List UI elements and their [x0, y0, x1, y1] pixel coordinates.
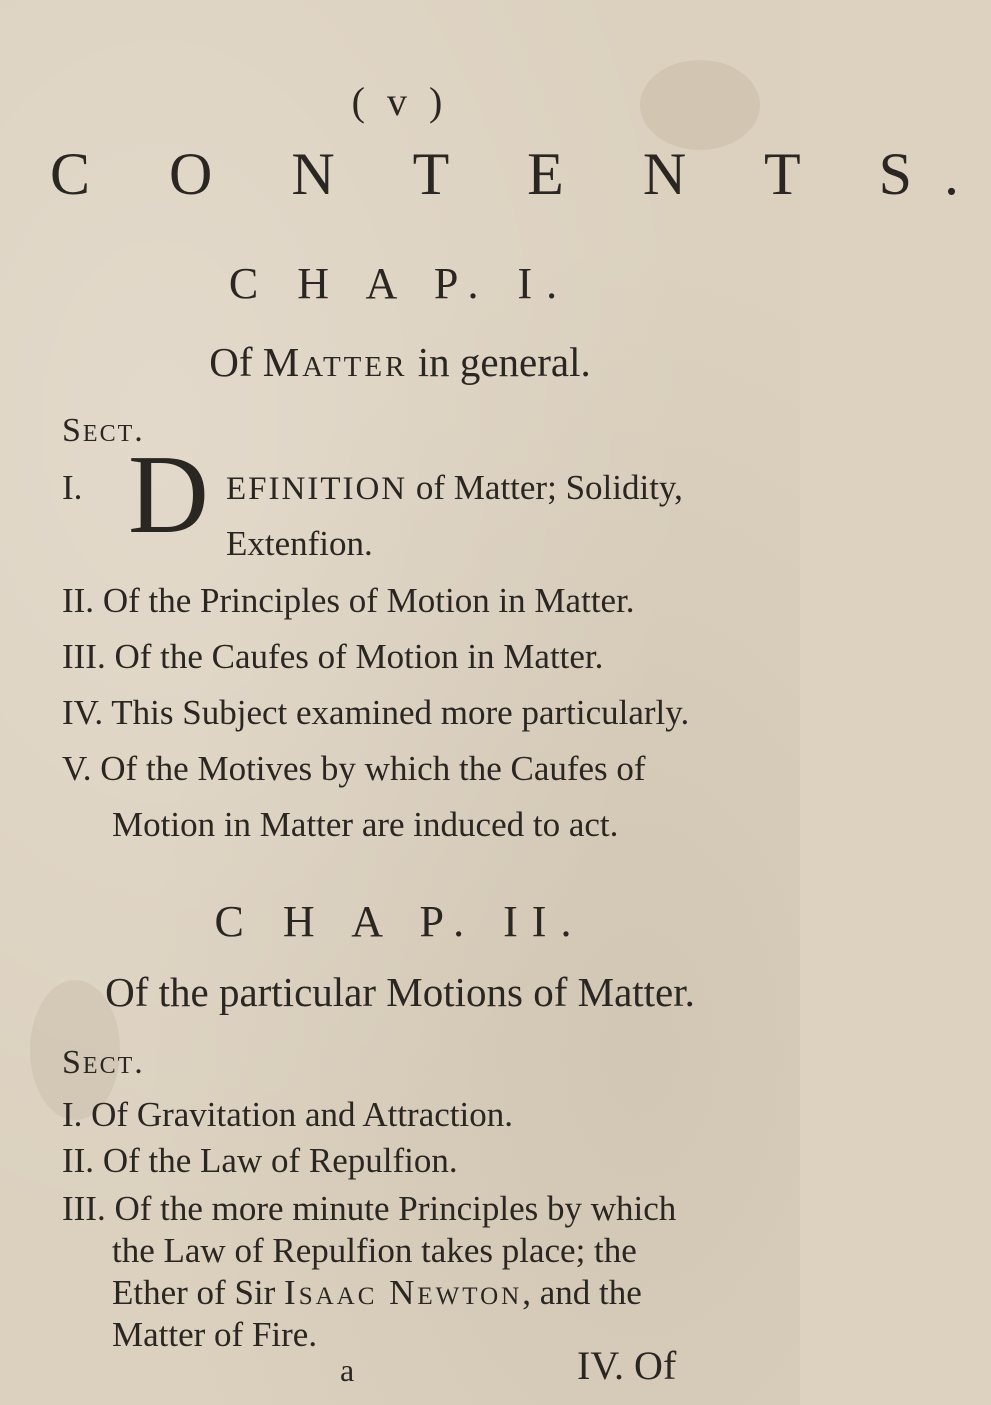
toc-entry-continuation [112, 1272, 642, 1314]
chapter-1-title-matter: Matter [262, 339, 408, 385]
chapter-2-title: Of the particular Motions of Matter. [105, 969, 695, 1015]
toc-entry [62, 1188, 676, 1230]
catchword: IV. Of [577, 1343, 677, 1388]
toc-entry [62, 1140, 458, 1182]
newton-name: Isaac Newton [284, 1273, 523, 1312]
chapter-1-title-pre: Of [209, 339, 263, 385]
chapter-1-entry-1-body: of Matter; Solidity, [407, 468, 683, 507]
signature-mark: a [340, 1352, 355, 1388]
newton-line-post: , and the [522, 1273, 642, 1312]
chapter-1-sect-label: Sect. [62, 412, 145, 449]
entry-text: Of the Principles of Motion in Matter. [102, 581, 635, 620]
chapter-1-entry-1-text [226, 468, 683, 508]
toc-entry [62, 692, 689, 734]
chapter-1-title-post: in general. [407, 339, 591, 385]
entry-number: I. [62, 1095, 83, 1134]
page-number: ( v ) [351, 79, 449, 124]
toc-entry [62, 748, 646, 790]
contents-title: C O N T E N T S. [50, 141, 991, 207]
entry-text: Of the more minute Principles by which [114, 1189, 677, 1228]
chapter-1-heading: C H A P. I. [228, 259, 572, 308]
chapter-2-heading: C H A P. II. [214, 897, 586, 946]
chapter-1-title [0, 338, 800, 386]
entry-number: V. [62, 749, 92, 788]
toc-entry-continuation: Motion in Matter are induced to act. [112, 805, 619, 844]
toc-entry [62, 636, 603, 678]
entry-text: Of the Caufes of Motion in Matter. [114, 637, 604, 676]
entry-text: Of the Motives by which the Caufes of [100, 749, 646, 788]
entry-number: IV. [62, 693, 104, 732]
chapter-1-entry-1-caps: EFINITION [226, 471, 408, 507]
chapter-1-entry-1-continuation: Extenfion. [226, 524, 373, 563]
newton-line-pre: Ether of Sir [112, 1273, 285, 1312]
drop-cap: D [128, 433, 209, 557]
chapter-2-sect-label: Sect. [62, 1044, 145, 1081]
toc-entry [62, 1094, 513, 1136]
entry-number: III. [62, 1189, 106, 1228]
entry-text: Of the Law of Repulfion. [102, 1141, 458, 1180]
entry-number: II. [62, 1141, 95, 1180]
entry-number: III. [62, 637, 106, 676]
chapter-1-entry-1-number: I. [62, 468, 83, 507]
toc-entry [62, 580, 635, 622]
entry-text: Of Gravitation and Attraction. [91, 1095, 513, 1134]
entry-number: II. [62, 581, 95, 620]
toc-entry-continuation: the Law of Repulfion takes place; the [112, 1231, 637, 1270]
entry-text: This Subject examined more particularly. [111, 693, 690, 732]
toc-entry-continuation: Matter of Fire. [112, 1315, 318, 1354]
